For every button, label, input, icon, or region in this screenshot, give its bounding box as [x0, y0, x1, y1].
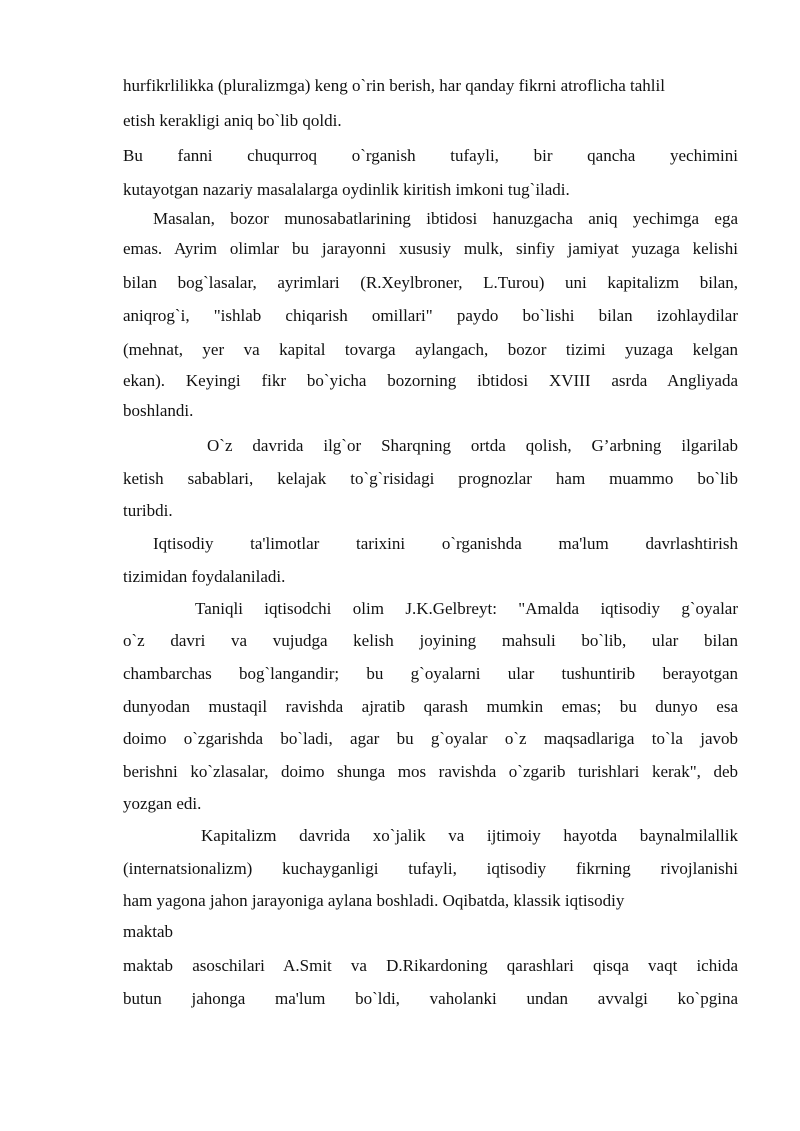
text-line: ham yagona jahon jarayoniga aylana boshladi. Oqibatda, klassik iqtisodiy: [123, 891, 625, 910]
text-line: bilan bog`lasalar, ayrimlari (R.Xeylbroner, L.Turou) uni kapitalizm bilan,: [123, 273, 738, 292]
text-line: Taniqli iqtisodchi olim J.K.Gelbreyt: "Amalda iqtisodiy g`oyalar: [195, 599, 738, 618]
text-line: etish kerakligi aniq bo`lib qoldi.: [123, 111, 342, 130]
text-line: butun jahonga ma'lum bo`ldi, vaholanki undan avvalgi ko`pgina: [123, 989, 738, 1008]
text-line: kutayotgan nazariy masalalarga oydinlik kiritish imkoni tug`iladi.: [123, 180, 570, 199]
text-line: Kapitalizm davrida xo`jalik va ijtimoiy hayotda baynalmilallik: [201, 826, 738, 845]
text-line: o`z davri va vujudga kelish joyining mahsuli bo`lib, ular bilan: [123, 631, 738, 650]
text-line: Bu fanni chuqurroq o`rganish tufayli, bir qancha yechimini: [123, 146, 738, 165]
text-line: doimo o`zgarishda bo`ladi, agar bu g`oyalar o`z maqsadlariga to`la javob: [123, 729, 738, 748]
text-line: turibdi.: [123, 501, 173, 520]
text-line: Iqtisodiy ta'limotlar tarixini o`rganishda ma'lum davrlashtirish: [153, 534, 738, 553]
text-line: Masalan, bozor munosabatlarining ibtidosi hanuzgacha aniq yechimga ega: [153, 209, 738, 228]
text-line: O`z davrida ilg`or Sharqning ortda qolish, G’arbning ilgarilab: [207, 436, 738, 455]
text-line: maktab asoschilari A.Smit va D.Rikardoning qarashlari qisqa vaqt ichida: [123, 956, 738, 975]
text-line: ketish sabablari, kelajak to`g`risidagi prognozlar ham muammo bo`lib: [123, 469, 738, 488]
text-line: dunyodan mustaqil ravishda ajratib qarash mumkin emas; bu dunyo esa: [123, 697, 738, 716]
text-line: emas. Ayrim olimlar bu jarayonni xususiy mulk, sinfiy jamiyat yuzaga kelishi: [123, 239, 738, 258]
text-line: boshlandi.: [123, 401, 194, 420]
text-line: tizimidan foydalaniladi.: [123, 567, 286, 586]
text-line: maktab: [123, 922, 174, 941]
text-line: ekan). Keyingi fikr bo`yicha bozorning ibtidosi XVIII asrda Angliyada: [123, 371, 738, 390]
text-line: hurfikrlilikka (pluralizmga) keng o`rin berish, har qanday fikrni atroflicha tahlil: [123, 76, 665, 95]
text-line: (internatsionalizm) kuchayganligi tufayli, iqtisodiy fikrning rivojlanishi: [123, 859, 738, 878]
text-line: berishni ko`zlasalar, doimo shunga mos ravishda o`zgarib turishlari kerak", deb: [123, 762, 738, 781]
text-line: aniqrog`i, "ishlab chiqarish omillari" paydo bo`lishi bilan izohlaydilar: [123, 306, 738, 325]
text-line: chambarchas bog`langandir; bu g`oyalarni ular tushuntirib berayotgan: [123, 664, 738, 683]
text-line: yozgan edi.: [123, 794, 202, 813]
text-line: (mehnat, yer va kapital tovarga aylangach, bozor tizimi yuzaga kelgan: [123, 340, 738, 359]
